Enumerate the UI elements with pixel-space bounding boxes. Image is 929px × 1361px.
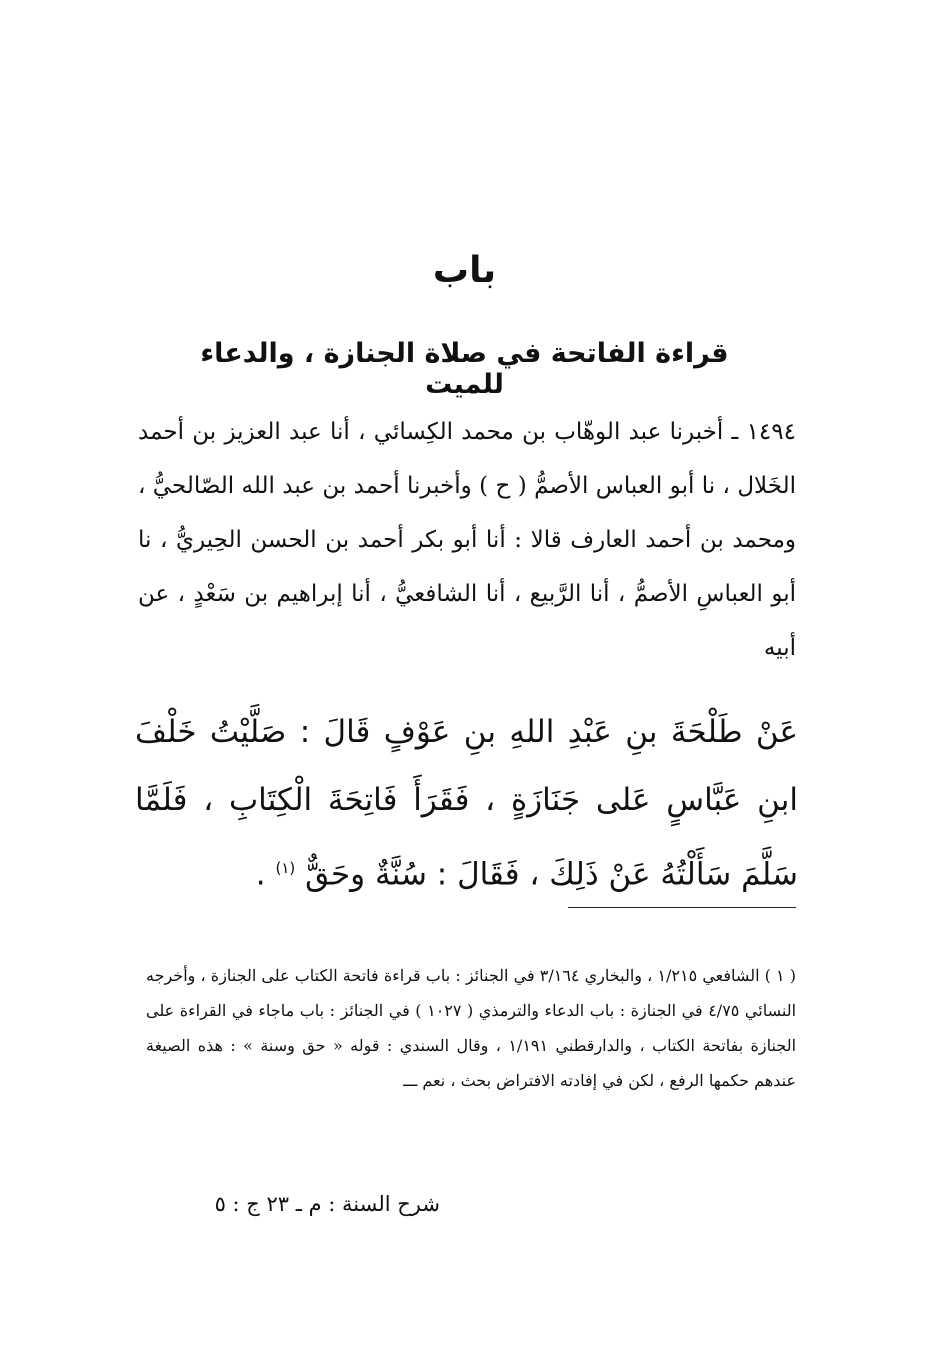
hadith-isnad: ١٤٩٤ ـ أخبرنا عبد الوهّاب بن محمد الكِسائي ، أنا عبد العزيز بن أحمد الخَلال ، نا أبو العباس الأصمُّ ( ح ) وأخبرنا أحمد بن عبد الله الصّالحيُّ ، ومحمد بن أحمد العارف قالا : أنا أبو بكر أحمد بن الحسن الحِيريُّ ، نا أبو العباسِ الأصمُّ ، أنا الرَّبيع ، أنا الشافعيُّ ، أنا إبراهيم بن سَعْدٍ ، عن أبيه xyxy=(138,419,796,661)
hadith-matn-end: . xyxy=(255,856,266,893)
footnote-separator xyxy=(568,907,796,908)
footnote-marker: (١) xyxy=(275,859,296,877)
page-signature: شرح السنة : م ـ ٢٣ ج : ٥ xyxy=(214,1192,440,1216)
hadith-matn xyxy=(135,698,798,908)
footnote-text: ( ١ ) الشافعي ١/٢١٥ ، والبخاري ٣/١٦٤ في الجنائز : باب قراءة فاتحة الكتاب على الجنازة ، وأخرجه النسائي ٤/٧٥ في الجنازة : باب الدعاء والترمذي ( ١٠٢٧ ) في الجنائز : باب ماجاء في القراءة على الجنازة بفاتحة الكتاب ، والدارقطني ١/١٩١ ، وقال السندي : قوله « حق وسنة » : هذه الصيغة عندهم حكمها الرفع ، لكن في إفادته الافتراض بحث ، نعم ـــ xyxy=(146,966,797,1090)
section-heading: قراءة الفاتحة في صلاة الجنازة ، والدعاء للميت xyxy=(200,338,729,400)
chapter-title: باب xyxy=(432,250,497,291)
hadith-matn-text: عَنْ طَلْحَةَ بنِ عَبْدِ اللهِ بنِ عَوْفٍ قَالَ : صَلَّيْتُ خَلْفَ ابنِ عَبَّاسٍ عَلى جَنَازَةٍ ، فَقَرَأَ فَاتِحَةَ الْكِتَابِ ، فَلَمَّا سَلَّمَ سَأَلْتُهُ عَنْ ذَلِكَ ، فَقَالَ : سُنَّةٌ وحَقٌّ xyxy=(135,714,798,893)
